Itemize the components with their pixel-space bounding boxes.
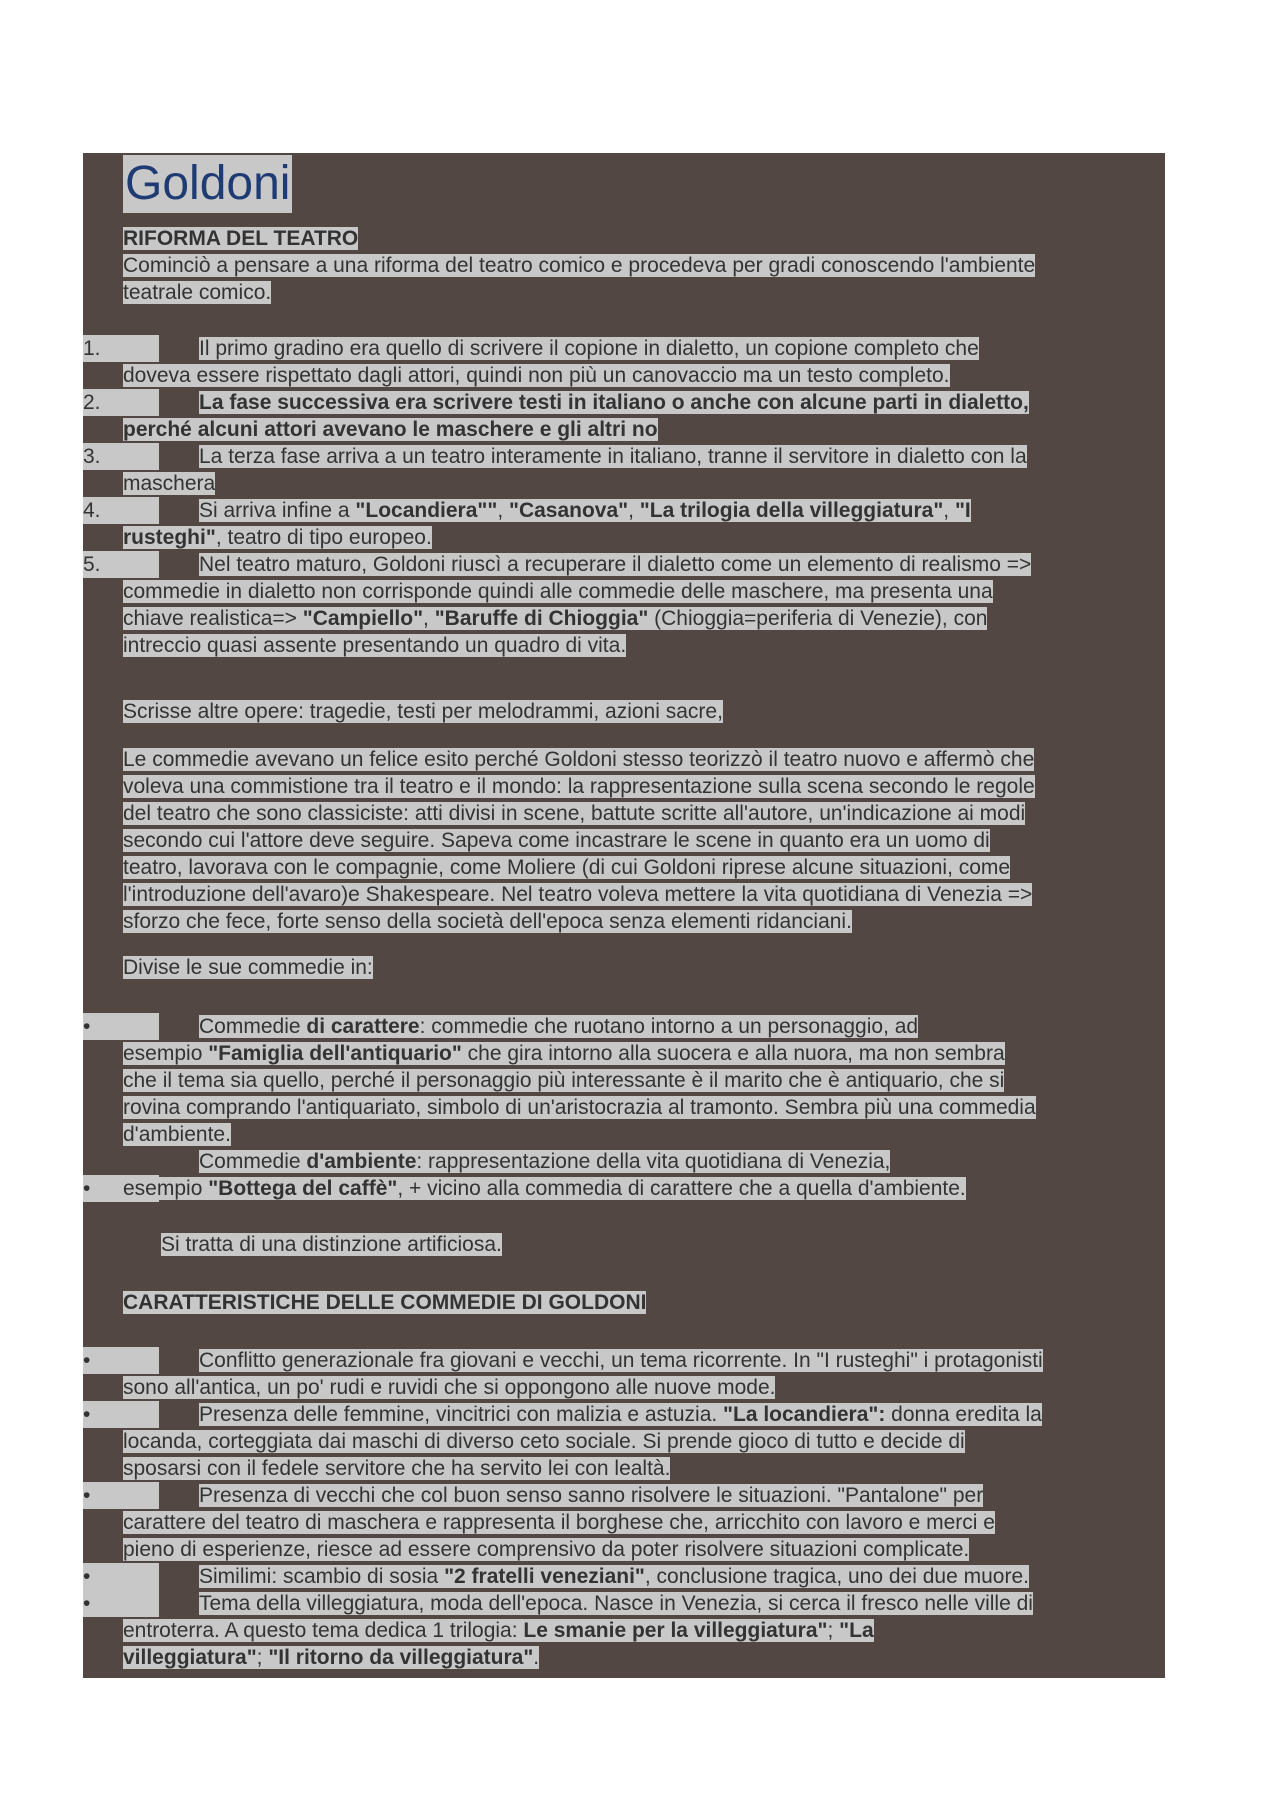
paragraph-distinzione: Si tratta di una distinzione artificiosa. — [161, 1233, 502, 1256]
list-item-continuation: d'ambiente. — [123, 1123, 231, 1146]
list-item: Nel teatro maturo, Goldoni riuscì a recuperare il dialetto come un elemento di realismo => — [199, 553, 1032, 576]
riforma-intro-line: teatrale comico. — [123, 281, 272, 304]
section-heading-caratteristiche: CARATTERISTICHE DELLE COMMEDIE DI GOLDONI — [123, 1291, 647, 1314]
list-marker: 3. — [83, 443, 159, 470]
list-item-continuation: intreccio quasi assente presentando un quadro di vita. — [123, 634, 627, 657]
list-item: Presenza delle femmine, vincitrici con malizia e astuzia. "La locandiera": donna eredita la — [199, 1403, 1042, 1426]
list-item-continuation: maschera — [123, 472, 216, 495]
list-item: La terza fase arriva a un teatro interamente in italiano, tranne il servitore in dialetto con la — [199, 445, 1027, 468]
list-item-continuation: entroterra. A questo tema dedica 1 trilogia: Le smanie per la villeggiatura"; "La — [123, 1619, 874, 1642]
list-item-continuation: commedie in dialetto non corrisponde quindi alle commedie delle maschere, ma presenta una — [123, 580, 993, 603]
list-item: La fase successiva era scrivere testi in italiano o anche con alcune parti in dialetto, — [199, 391, 1029, 414]
list-item: Similimi: scambio di sosia "2 fratelli veneziani", conclusione tragica, uno dei due muore. — [199, 1565, 1029, 1588]
list-item-continuation: perché alcuni attori avevano le maschere e gli altri no — [123, 418, 658, 441]
bullet-marker: • — [83, 1482, 159, 1509]
list-item-continuation: villeggiatura"; "Il ritorno da villeggiatura". — [123, 1646, 540, 1669]
list-item-continuation: sposarsi con il fedele servitore che ha servito lei con lealtà. — [123, 1457, 671, 1480]
list-marker: 2. — [83, 389, 159, 416]
list-item: Il primo gradino era quello di scrivere il copione in dialetto, un copione completo che — [199, 337, 979, 360]
list-marker: 1. — [83, 335, 159, 362]
list-item-continuation: sono all'antica, un po' rudi e ruvidi che si oppongono alle nuove mode. — [123, 1376, 776, 1399]
list-item-continuation: pieno di esperienze, riesce ad essere comprensivo da poter risolvere situazioni complicate. — [123, 1538, 970, 1561]
list-item-continuation: carattere del teatro di maschera e rappresenta il borghese che, arricchito con lavoro e merci e — [123, 1511, 995, 1534]
list-item-continuation: esempio "Bottega del caffè", + vicino alla commedia di carattere che a quella d'ambiente. — [123, 1177, 966, 1200]
list-marker: 4. — [83, 497, 159, 524]
list-item-continuation: esempio "Famiglia dell'antiquario" che gira intorno alla suocera e alla nuora, ma non sembra — [123, 1042, 1005, 1065]
paragraph-altre-opere: Scrisse altre opere: tragedie, testi per melodrammi, azioni sacre, — [123, 700, 723, 723]
section-heading-riforma: RIFORMA DEL TEATRO — [123, 227, 359, 250]
list-item: Conflitto generazionale fra giovani e vecchi, un tema ricorrente. In "I rusteghi" i protagonisti — [199, 1349, 1043, 1372]
list-item-continuation: rusteghi", teatro di tipo europeo. — [123, 526, 432, 549]
numbered-list — [123, 335, 1155, 659]
list-marker: 5. — [83, 551, 159, 578]
bullet-marker: • — [83, 1401, 159, 1428]
list-item: Tema della villeggiatura, moda dell'epoca. Nasce in Venezia, si cerca il fresco nelle ville di — [199, 1592, 1033, 1615]
document-title: Goldoni — [123, 155, 292, 213]
riforma-section — [123, 225, 1155, 306]
paragraph-commedie: Le commedie avevano un felice esito perché Goldoni stesso teorizzò il teatro nuovo e affermò che voleva una commistione tra il teatro e il mondo: la rappresentazione sulla scena secondo le regole del teatro che sono classiciste: atti divisi in scene, battute scritte all'autore, un'indicazione ai modi secondo cui l'attore deve seguire. Sapeva come incastrare le scene in quanto era un uomo di teatro, lavorava con le compagnie, come Moliere (di cui Goldoni riprese alcune situazioni, come l'introduzione dell'avaro)e Shakespeare. Nel teatro voleva mettere la vita quotidiana di Venezia => sforzo che fece, forte senso della società dell'epoca senza elementi ridanciani. — [123, 748, 1035, 933]
list-item-continuation: che il tema sia quello, perché il personaggio più interessante è il marito che è antiquario, che si — [123, 1069, 1005, 1092]
list-item-continuation: rovina comprando l'antiquariato, simbolo di un'aristocrazia al tramonto. Sembra più una commedia — [123, 1096, 1036, 1119]
bullet-list-commedie — [123, 1013, 1155, 1202]
bullet-marker: • — [83, 1590, 159, 1617]
list-item: Si arriva infine a "Locandiera"", "Casanova", "La trilogia della villeggiatura", "I — [199, 499, 971, 522]
list-item-continuation: locanda, corteggiata dai maschi di diverso ceto sociale. Si prende gioco di tutto e decide di — [123, 1430, 965, 1453]
bullet-list-caratteristiche — [123, 1347, 1155, 1671]
list-item-continuation: doveva essere rispettato dagli attori, quindi non più un canovaccio ma un testo completo. — [123, 364, 950, 387]
list-item: Commedie d'ambiente: rappresentazione della vita quotidiana di Venezia, — [199, 1150, 891, 1173]
bullet-marker: • — [83, 1175, 159, 1202]
list-item-continuation: chiave realistica=> "Campiello", "Baruffe di Chioggia" (Chioggia=periferia di Venezie), con — [123, 607, 988, 630]
riforma-intro-line: Cominciò a pensare a una riforma del teatro comico e procedeva per gradi conoscendo l'ambiente — [123, 254, 1036, 277]
bullet-marker: • — [83, 1347, 159, 1374]
paragraph-divise: Divise le sue commedie in: — [123, 956, 373, 979]
bullet-marker: • — [83, 1563, 159, 1590]
list-item: Presenza di vecchi che col buon senso sanno risolvere le situazioni. "Pantalone" per — [199, 1484, 984, 1507]
bullet-marker: • — [83, 1013, 159, 1040]
caratteristiche-section — [123, 1289, 1155, 1316]
list-item: Commedie di carattere: commedie che ruotano intorno a un personaggio, ad — [199, 1015, 919, 1038]
